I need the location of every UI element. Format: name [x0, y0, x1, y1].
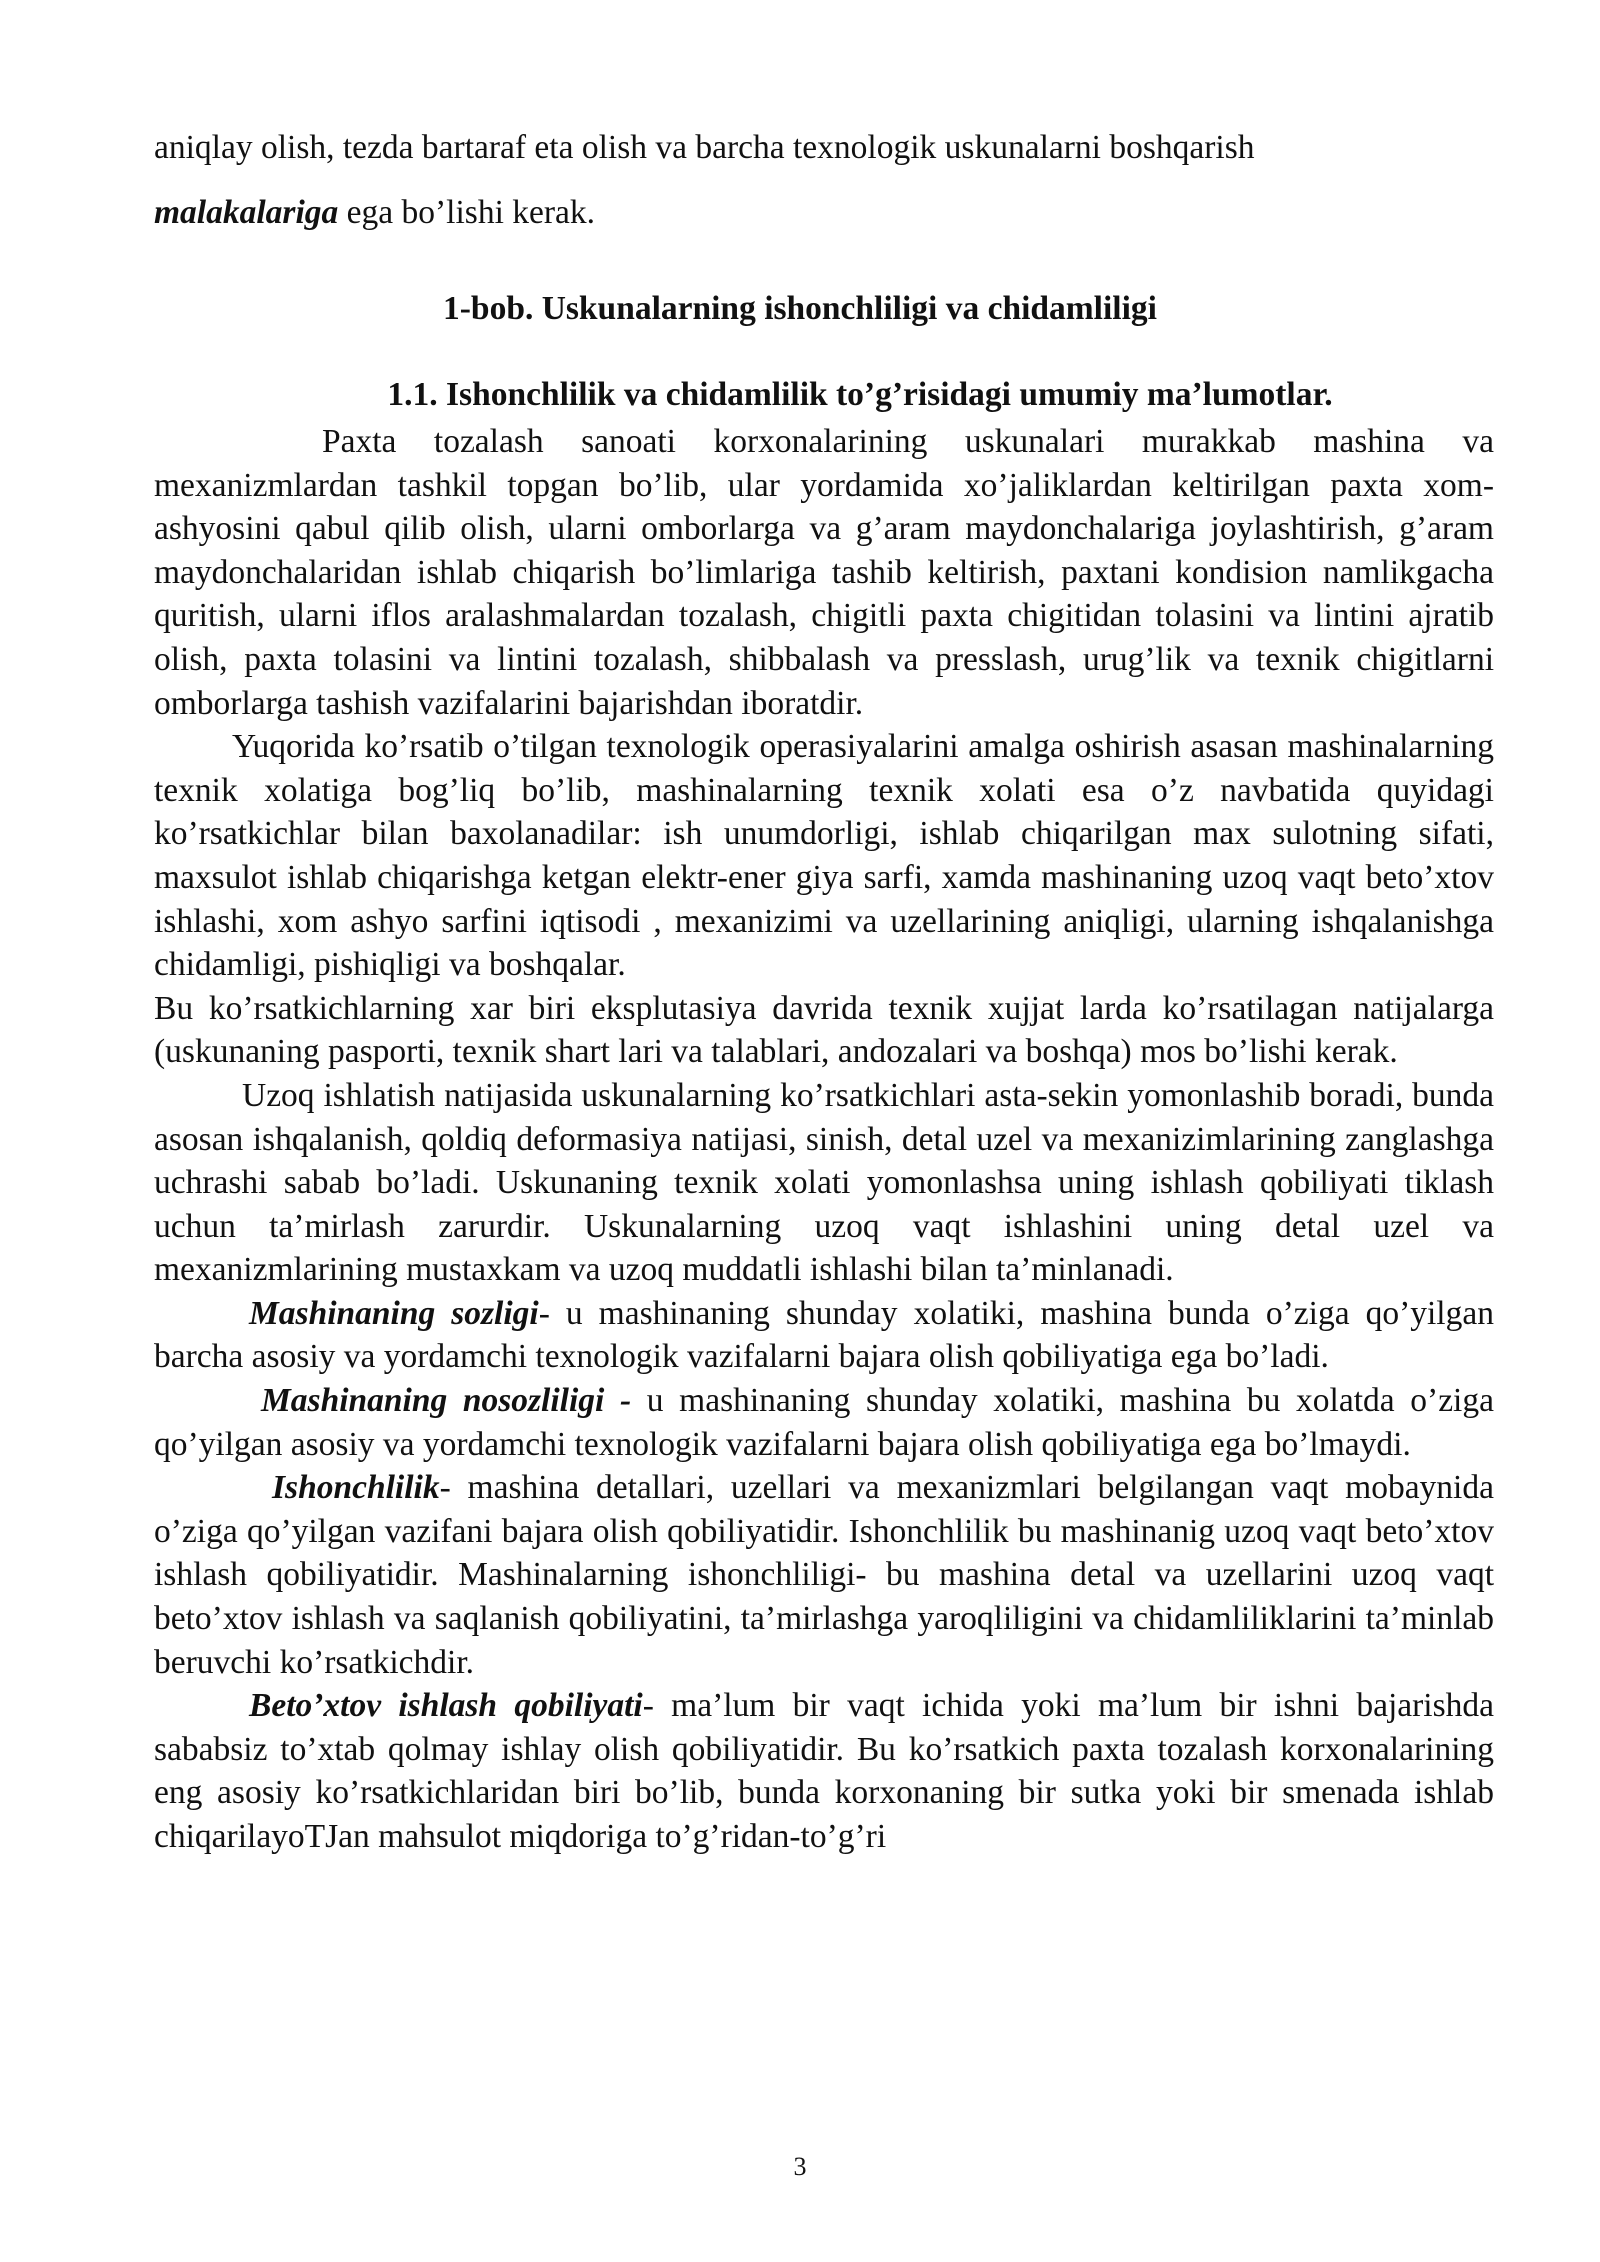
paragraph-3: Bu ko’rsatkichlarning xar biri eksplutasiya davrida texnik xujjat larda ko’rsatilagan natijalarga (uskunaning pasporti, texnik shart lari va talablari, andozalari va boshqa) mos bo’lishi kerak. [154, 989, 1494, 1071]
paragraph-4: Uzoq ishlatish natijasida uskunalarning ko’rsatkichlari asta-sekin yomonlashib boradi, bunda asosan ishqalanish, qoldiq deformasiya natijasi, sinish, detal uzel va mexanizimlarining zanglashga uchrashi sabab bo’ladi. Uskunaning texnik xolati yomonlashsa uning ishlash qobiliyati tiklash uchun ta’mirlash zarurdir. Uskunalarning uzoq vaqt ishlashini uning detal uzel va mexanizmlarining mustaxkam va uzoq muddatli ishlashi bilan ta’minlanadi. [154, 1076, 1494, 1289]
paragraph-8 [154, 1684, 1494, 1858]
paragraph-6 [154, 1379, 1494, 1466]
term-betoxtov: Beto’xtov ishlash qobiliyati [249, 1687, 643, 1725]
term-sozligi: Mashinaning sozligi [249, 1294, 539, 1332]
page-number: 3 [793, 2152, 807, 2181]
paragraph-7-text: - mashina detallari, uzellari va mexanizmlari belgilangan vaqt mobaynida o’ziga qo’yilgan vazifani bajara olish qobiliyatidir. Ishonchlilik bu mashinanig uzoq vaqt beto’xtov ishlash qobiliyatidir. Mashinalarning ishonchliligi- bu mashina detal va uzellarini uzoq vaqt beto’xtov ishlash va saqlanish qobiliyatini, ta’mirlashga yaroqliligini va chidamliliklarini ta’minlab beruvchi ko’rsatkichdir. [154, 1469, 1494, 1681]
intro-line-2: ega bo’lishi kerak. [338, 194, 596, 231]
section-title: 1.1. Ishonchlilik va chidamlilik to’g’risidagi umumiy ma’lumotlar. [387, 376, 1333, 413]
paragraph-5 [154, 1292, 1494, 1379]
paragraph-2: Yuqorida ko’rsatib o’tilgan texnologik operasiyalarini amalga oshirish asasan mashinalarning texnik xolatiga bog’liq bo’lib, mashinalarning texnik xolati esa o’z navbatida quyidagi ko’rsatkichlar bilan baxolanadilar: ish unumdorligi, ishlab chiqarilgan max sulotning sifati, maxsulot ishlab chiqarishga ketgan elektr-ener giya sarfi, xamda mashinaning uzoq vaqt beto’xtov ishlashi, xom ashyo sarfini iqtisodi , mexanizimi va uzellarining aniqligi, ularning ishqalanishga chidamligi, pishiqligi va boshqalar. [154, 728, 1494, 984]
intro-line-1: aniqlay olish, tezda bartaraf eta olish va barcha texnologik uskunalarni boshqarish [154, 129, 1255, 166]
chapter-title: 1-bob. Uskunalarning ishonchliligi va chidamliligi [443, 290, 1157, 327]
paragraph-5-text: - u mashinaning shunday xolatiki, mashina bunda o’ziga qo’yilgan barcha asosiy va yordamchi texnologik vazifalarni bajara olish qobiliyatiga ega bo’ladi. [154, 1294, 1494, 1376]
intro-emphasis: malakalariga [154, 194, 339, 231]
body-text [154, 420, 1494, 1859]
intro-paragraph [154, 115, 1494, 245]
term-nosozliligi: Mashinaning nosozliligi - [261, 1382, 632, 1420]
term-ishonchlilik: Ishonchlilik [272, 1469, 440, 1507]
paragraph-1: Paxta tozalash sanoati korxonalarining uskunalari murakkab mashina va mexanizmlardan tashkil topgan bo’lib, ular yordamida xo’jaliklardan keltirilgan paxta xom-ashyosini qabul qilib olish, ularni omborlarga va g’aram maydonchalariga joylashtirish, g’aram maydonchalaridan ishlab chiqarish bo’limlariga tashib keltirish, paxtani kondision namlikgacha quritish, ularni iflos aralashmalardan tozalash, chigitli paxta chigitidan tolasini va lintini ajratib olish, paxta tolasini va lintini tozalash, shibbalash va presslash, urug’lik va texnik chigitlarni omborlarga tashish vazifalarini bajarishdan iboratdir. [154, 423, 1494, 722]
paragraph-6-text: u mashinaning shunday xolatiki, mashina bu xolatda o’ziga qo’yilgan asosiy va yordamchi texnologik vazifalarni bajara olish qobiliyatiga ega bo’lmaydi. [154, 1382, 1494, 1463]
paragraph-8-text: - ma’lum bir vaqt ichida yoki ma’lum bir ishni bajarishda sababsiz to’xtab qolmay ishlay olish qobiliyatidir. Bu ko’rsatkich paxta tozalash korxonalarining eng asosiy ko’rsatkichlaridan biri bo’lib, bunda korxonaning bir sutka yoki bir smenada ishlab chiqarilayoTJan mahsulot miqdoriga to’g’ridan-to’g’ri [154, 1687, 1494, 1855]
paragraph-7 [154, 1466, 1494, 1684]
